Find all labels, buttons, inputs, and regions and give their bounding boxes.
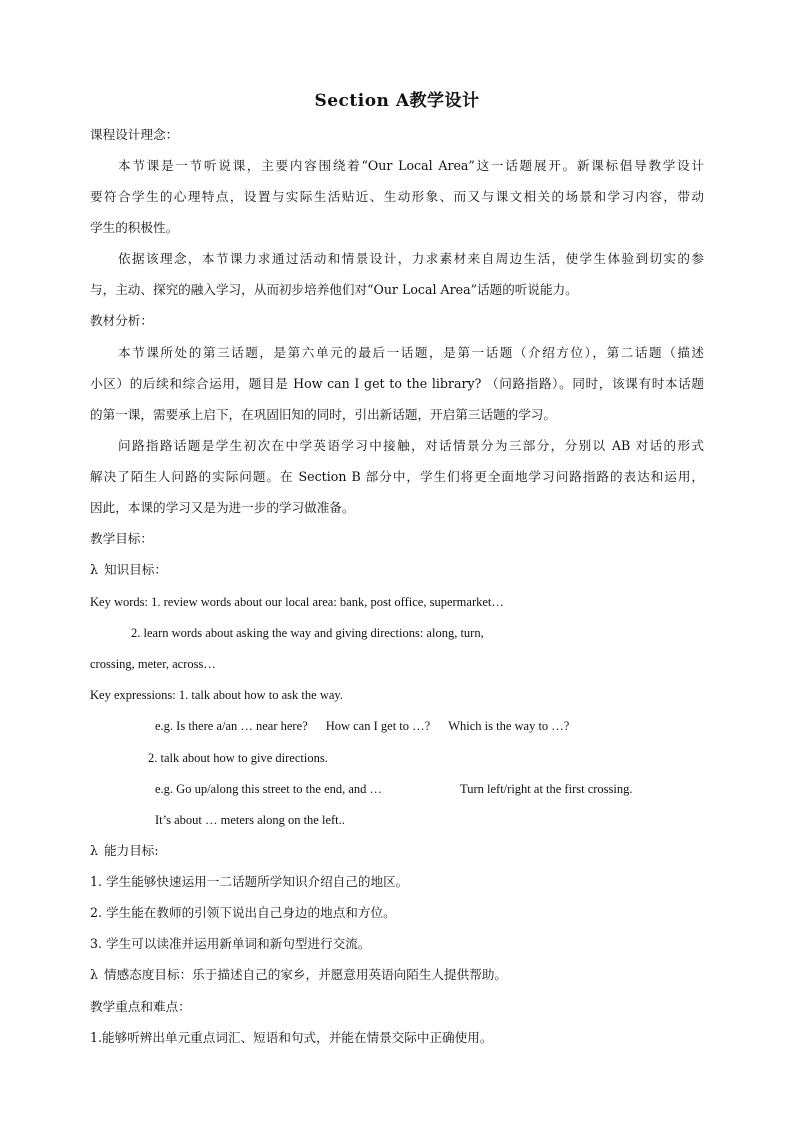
paragraph-line: 小区）的后续和综合运用，题目是 How can I get to the library? （问路指路）。同时，该课有时本话题 — [90, 376, 704, 391]
paragraph-line: 解决了陌生人问路的实际问题。在 Section B 部分中，学生们将更全面地学习问路指路的表达和运用， — [90, 469, 704, 484]
ability-goal-item: 1. 学生能够快速运用一二话题所学知识介绍自己的地区。 — [90, 874, 409, 889]
key-words-line-2: 2. learn words about asking the way and giving directions: along, turn, — [131, 626, 484, 640]
key-expressions-line-2: 2. talk about how to give directions. — [148, 751, 328, 765]
example-phrase: e.g. Is there a/an … near here? — [155, 719, 308, 733]
paragraph-line: 本节课是一节听说课，主要内容围绕着“Our Local Area”这一话题展开。新课标倡导教学设计 — [118, 158, 704, 173]
section-heading-teaching-goals: 教学目标： — [90, 531, 153, 546]
document-title: Section A教学设计 — [314, 91, 480, 111]
lambda-bullet-icon: λ — [90, 843, 98, 858]
key-point-item: 1.能够听辨出单元重点词汇、短语和句式，并能在情景交际中正确使用。 — [90, 1030, 493, 1045]
lambda-bullet-icon: λ — [90, 562, 98, 577]
key-expressions-example-3: It’s about … meters along on the left.. — [155, 813, 345, 827]
key-expressions-example-1 — [155, 717, 704, 735]
paragraph-line: 与，主动、探究的融入学习，从而初步培养他们对“Our Local Area”话题的听说能力。 — [90, 282, 578, 297]
paragraph-line: 的第一课，需要承上启下，在巩固旧知的同时，引出新话题，开启第三话题的学习。 — [90, 407, 556, 422]
example-phrase: e.g. Go up/along this street to the end, and … — [155, 782, 383, 796]
example-phrase: How can I get to …? — [325, 719, 431, 733]
paragraph-line: 本节课所处的第三话题，是第六单元的最后一话题，是第一话题（介绍方位），第二话题（描述 — [118, 345, 704, 360]
knowledge-goals-heading — [90, 561, 704, 579]
emotion-goals-line — [90, 966, 704, 984]
lambda-bullet-icon: λ — [90, 967, 98, 982]
key-words-line-1: Key words: 1. review words about our local area: bank, post office, supermarket… — [90, 595, 504, 609]
ability-goal-item: 3. 学生可以读准并运用新单词和新句型进行交流。 — [90, 936, 371, 951]
section-heading-design-concept: 课程设计理念： — [90, 127, 179, 142]
paragraph-line: 问路指路话题是学生初次在中学英语学习中接触，对话情景分为三部分，分别以 AB 对话的形式 — [118, 438, 704, 453]
paragraph-line: 要符合学生的心理特点，设置与实际生活贴近、生动形象、而又与课文相关的场景和学习内容，带动 — [90, 189, 704, 204]
paragraph-line: 学生的积极性。 — [90, 220, 179, 235]
paragraph-line: 依据该理念，本节课力求通过活动和情景设计，力求素材来自周边生活，使学生体验到切实的参 — [118, 251, 704, 266]
ability-goals-label: 能力目标: — [104, 843, 159, 858]
key-expressions-line-1: Key expressions: 1. talk about how to ask the way. — [90, 688, 343, 702]
paragraph-line: 因此，本课的学习又是为进一步的学习做准备。 — [90, 500, 355, 515]
knowledge-goals-label: 知识目标： — [104, 562, 167, 577]
emotion-goals-text: 情感态度目标：乐于描述自己的家乡，并愿意用英语向陌生人提供帮助。 — [104, 967, 507, 982]
section-heading-key-points: 教学重点和难点： — [90, 999, 191, 1014]
example-phrase: Turn left/right at the first crossing. — [460, 782, 633, 796]
key-expressions-example-2 — [155, 780, 704, 798]
ability-goals-heading — [90, 842, 704, 860]
key-words-line-3: crossing, meter, across… — [90, 657, 216, 671]
section-heading-material-analysis: 教材分析： — [90, 313, 153, 328]
example-phrase: Which is the way to …? — [448, 719, 570, 733]
ability-goal-item: 2. 学生能在教师的引领下说出自己身边的地点和方位。 — [90, 905, 396, 920]
